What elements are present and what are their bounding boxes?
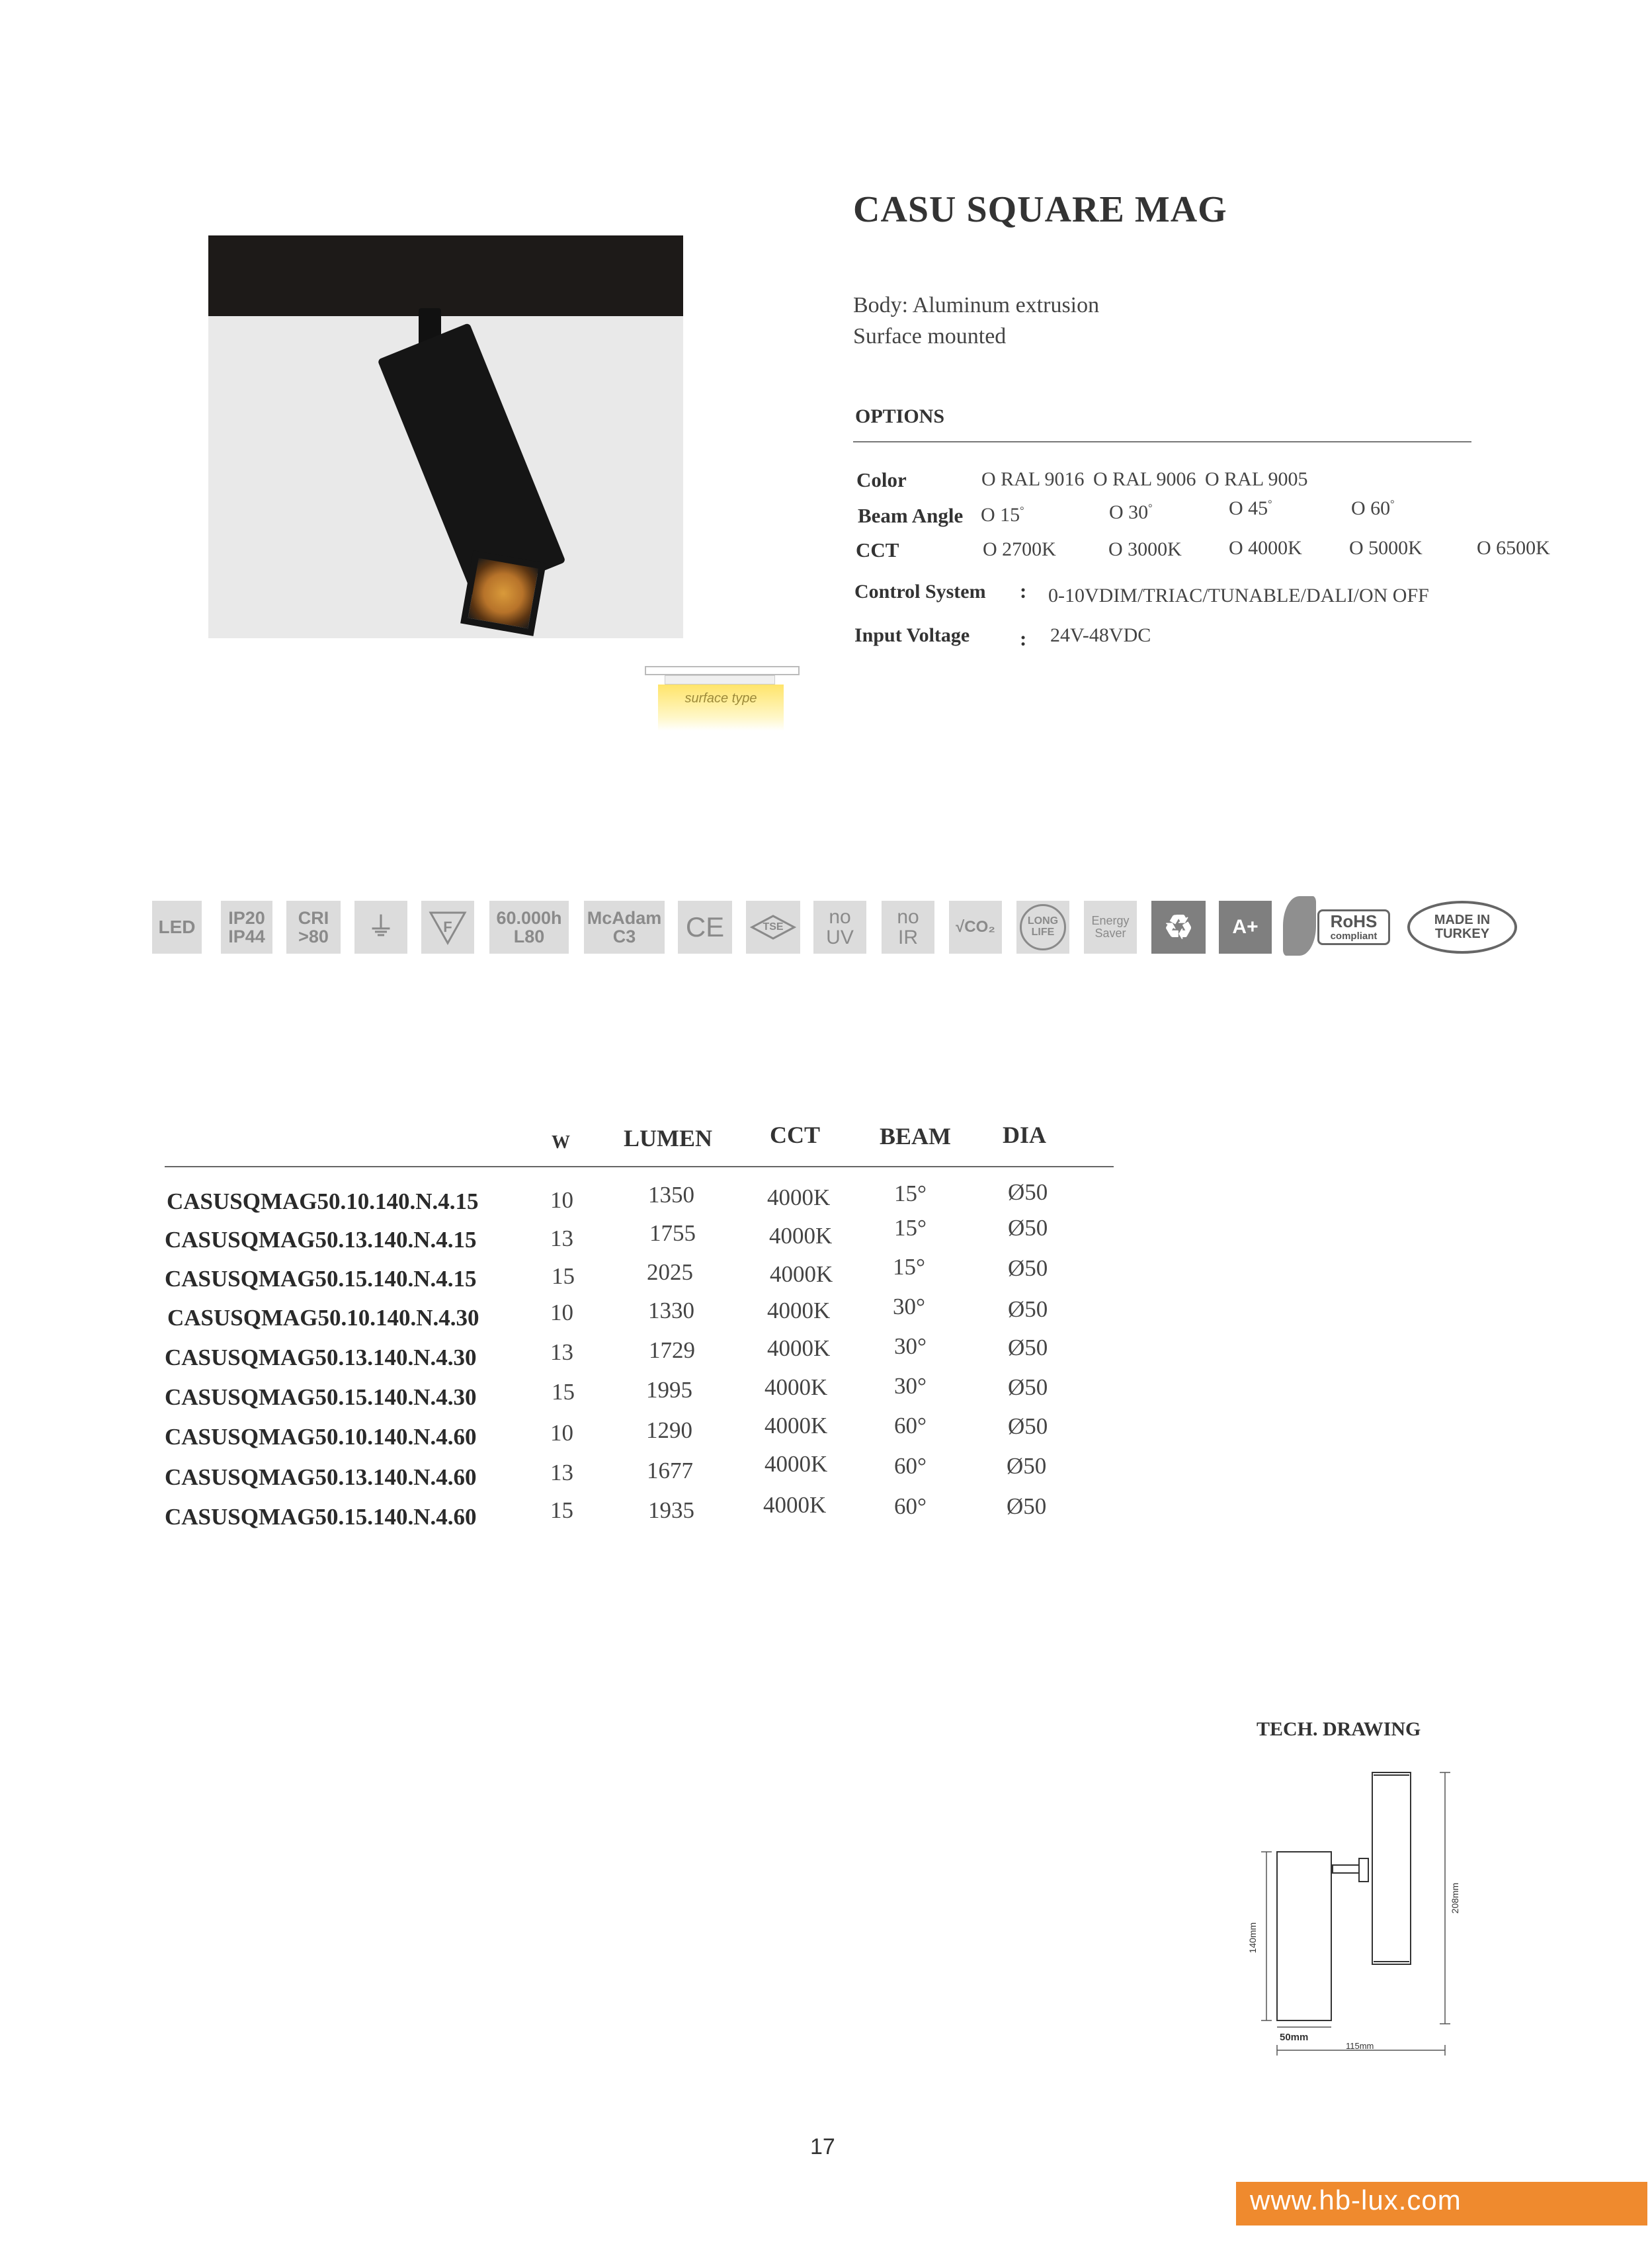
header-cct: CCT [770,1122,821,1148]
rohs-icon [1283,896,1389,956]
row-beam: 60° [894,1413,927,1438]
lifetime-icon [489,901,569,954]
row-code: CASUSQMAG50.15.140.N.4.15 [165,1266,477,1292]
cct-option: O 5000K [1349,537,1423,559]
row-dia: Ø50 [1008,1179,1048,1205]
beam-option [1109,501,1153,524]
macadam-icon [584,901,665,954]
dim-115: 115mm [1346,2041,1374,2051]
earth-ground-icon [354,901,407,954]
row-code: CASUSQMAG50.13.140.N.4.30 [165,1345,477,1370]
row-dia: Ø50 [1008,1374,1048,1400]
icon-text: IP44 [228,927,265,946]
long-life-circle [1020,904,1066,950]
icon-text: 60.000h [496,907,562,928]
tech-drawing-label: TECH. DRAWING [1257,1718,1421,1740]
icon-text: LIFE [1031,927,1055,938]
long-life-icon [1016,901,1069,954]
tse-icon [746,901,800,954]
icon-text: compliant [1330,930,1378,942]
icon-text: F [443,919,452,936]
surface-type-label: surface type [684,691,757,706]
control-system-label: Control System [854,581,986,603]
cct-option: O 6500K [1477,537,1550,559]
row-cct: 4000K [767,1335,831,1361]
row-cct: 4000K [767,1298,831,1323]
icon-text: IR [898,927,918,948]
input-voltage-separator: : [1020,627,1027,650]
icon-text: A+ [1232,916,1259,938]
row-cct: 4000K [764,1451,828,1477]
row-cct: 4000K [764,1413,828,1438]
tech-drawing [1227,1759,1478,2063]
icon-text: RoHS [1330,911,1378,932]
row-code: CASUSQMAG50.15.140.N.4.30 [165,1384,477,1410]
row-lumen: 1755 [649,1220,696,1246]
arm-outline [1333,1865,1359,1873]
row-watt: 10 [550,1420,573,1446]
cct-label: CCT [856,538,899,562]
icon-text: LED [158,917,196,938]
row-dia: Ø50 [1007,1453,1047,1479]
row-code: CASUSQMAG50.15.140.N.4.60 [165,1504,477,1530]
no-uv-icon [813,901,866,954]
control-system-value: 0-10VDIM/TRIAC/TUNABLE/DALI/ON OFF [1048,585,1429,606]
no-ir-icon [882,901,934,954]
body-material: Body: Aluminum extrusion [853,293,1100,317]
degree-mark: ° [1148,503,1153,514]
row-watt: 15 [552,1263,575,1289]
input-voltage-value: 24V-48VDC [1050,624,1151,646]
table-divider [165,1166,1114,1167]
row-dia: Ø50 [1008,1255,1048,1281]
row-watt: 13 [550,1226,573,1251]
icon-text: TSE [763,921,784,933]
row-code: CASUSQMAG50.10.140.N.4.30 [167,1305,479,1331]
row-code: CASUSQMAG50.13.140.N.4.60 [165,1464,477,1490]
dim-50: 50mm [1280,2032,1309,2043]
options-divider [853,441,1471,442]
beam-option-text: O 60 [1351,497,1391,519]
dim-208: 208mm [1450,1882,1460,1914]
mount-type: Surface mounted [853,324,1007,349]
header-w: W [552,1132,570,1153]
row-watt: 13 [550,1339,573,1365]
cct-option: O 3000K [1108,538,1182,560]
ce-mark-icon [678,901,732,954]
row-dia: Ø50 [1008,1335,1048,1360]
track-outline [1372,1772,1411,1964]
degree-mark: ° [1390,499,1395,510]
icon-text: C3 [612,927,636,946]
beam-option-text: O 30 [1109,501,1149,523]
row-lumen: 1935 [648,1497,694,1523]
recycle-icon [1151,901,1206,954]
dim-140: 140mm [1247,1922,1258,1954]
rohs-leaf [1283,896,1316,956]
row-dia: Ø50 [1008,1413,1048,1439]
icon-text: IP20 [228,907,265,928]
product-title: CASU SQUARE MAG [853,189,1227,230]
color-label: Color [856,468,907,491]
beam-option [1351,497,1395,520]
icon-text: Saver [1094,927,1126,940]
fixture-outline [665,675,775,685]
icon-text: CRI [298,907,329,928]
row-beam: 60° [894,1493,927,1519]
degree-mark: ° [1020,505,1024,517]
beam-option [981,504,1024,526]
row-beam: 15° [894,1181,927,1206]
row-cct: 4000K [764,1374,828,1400]
icon-text: CE [685,911,725,942]
beam-option [1229,497,1272,520]
made-in-turkey-icon [1407,901,1517,954]
energy-saver-icon [1084,901,1137,954]
row-cct: 4000K [769,1223,833,1249]
f-mark-icon [421,901,474,954]
footer-url-link[interactable]: www.hb-lux.com [1250,2184,1462,2216]
track-rail [208,235,683,316]
row-watt: 15 [550,1497,573,1523]
row-beam: 15° [893,1254,925,1280]
cct-option: O 4000K [1229,537,1302,559]
row-watt: 15 [552,1379,575,1405]
ceiling-line [645,666,800,675]
icon-text: ⏚ [368,913,394,942]
row-lumen: 1729 [649,1337,695,1363]
row-dia: Ø50 [1008,1296,1048,1322]
product-photo [208,235,683,638]
icon-text: no [829,905,851,928]
row-beam: 30° [894,1333,927,1359]
co2-icon [949,901,1002,954]
row-cct: 4000K [767,1185,831,1210]
icon-text: UV [826,927,854,948]
icon-text: Energy [1091,914,1130,928]
beam-angle-label: Beam Angle [858,504,964,527]
ip-rating-icon [221,901,272,954]
icon-text: McAdam [587,907,662,928]
luminaire-lens [460,550,546,636]
header-beam: BEAM [880,1123,951,1149]
icon-text: >80 [298,927,329,946]
beam-option-text: O 45 [1229,497,1268,519]
icon-text: L80 [513,927,545,946]
cct-option: O 2700K [983,538,1056,560]
row-code: CASUSQMAG50.10.140.N.4.15 [167,1188,479,1214]
body-outline [1277,1852,1331,2020]
row-cct: 4000K [763,1492,827,1518]
row-lumen: 1330 [648,1298,694,1323]
page-number: 17 [810,2134,835,2159]
row-watt: 13 [550,1460,573,1485]
row-lumen: 1290 [646,1417,692,1443]
row-lumen: 1995 [646,1377,692,1403]
row-code: CASUSQMAG50.10.140.N.4.60 [165,1424,477,1450]
rohs-box [1317,909,1390,945]
led-icon [152,901,202,954]
row-dia: Ø50 [1008,1215,1048,1241]
color-option: O RAL 9006 [1093,468,1196,490]
row-beam: 30° [893,1294,925,1319]
options-heading: OPTIONS [855,405,945,427]
surface-type-badge [645,666,797,732]
icon-text: no [897,905,919,928]
row-beam: 30° [894,1373,927,1399]
row-beam: 60° [894,1453,927,1479]
color-option: O RAL 9016 [981,468,1085,490]
cri-icon [286,901,341,954]
row-beam: 15° [894,1215,927,1241]
icon-text: MADE IN TURKEY [1434,913,1491,941]
degree-mark: ° [1268,499,1272,510]
row-watt: 10 [550,1187,573,1213]
row-lumen: 2025 [647,1259,693,1285]
icon-text: √CO₂ [956,918,995,936]
energy-class-icon [1219,901,1272,954]
row-code: CASUSQMAG50.13.140.N.4.15 [165,1227,477,1253]
row-lumen: 1350 [648,1182,694,1208]
row-lumen: 1677 [647,1458,693,1483]
header-dia: DIA [1003,1122,1047,1148]
row-watt: 10 [550,1300,573,1325]
adapter-outline [1359,1858,1368,1882]
beam-option-text: O 15 [981,504,1020,526]
control-system-separator: : [1020,579,1027,603]
row-cct: 4000K [770,1261,833,1287]
icon-text: ♻ [1163,908,1194,946]
icon-text: LONG [1027,915,1059,927]
input-voltage-label: Input Voltage [854,624,970,646]
row-dia: Ø50 [1007,1493,1047,1519]
header-lumen: LUMEN [624,1125,712,1151]
color-option: O RAL 9005 [1205,468,1308,490]
